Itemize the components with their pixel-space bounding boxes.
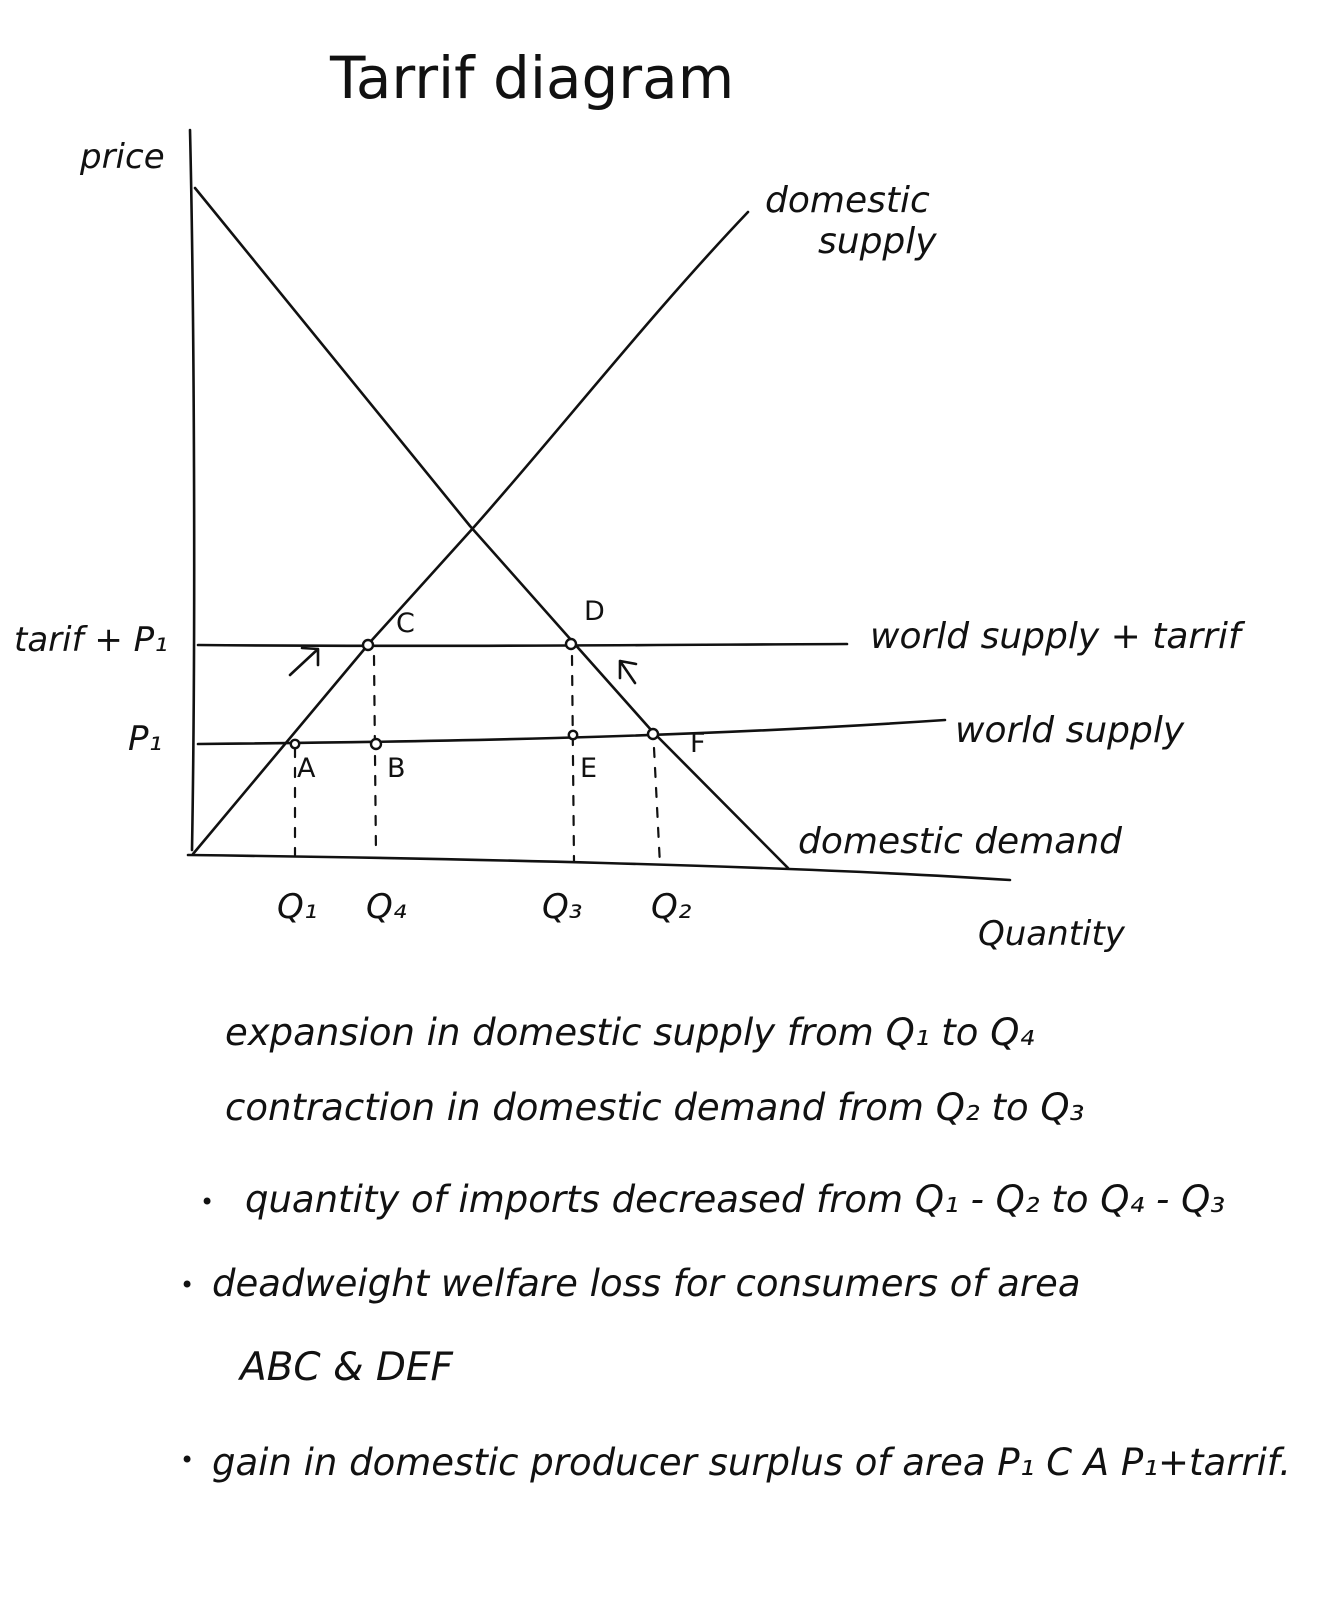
point-label-d: D bbox=[584, 596, 605, 627]
point-c-marker bbox=[363, 640, 373, 650]
bullet-dot-3: • bbox=[180, 1446, 195, 1474]
diagram-title: Tarrif diagram bbox=[330, 44, 735, 112]
point-b-marker bbox=[371, 739, 381, 749]
domestic-demand-label: domestic demand bbox=[798, 821, 1122, 862]
point-f-marker bbox=[648, 729, 658, 739]
tariff-price-label: tarif + P₁ bbox=[14, 620, 168, 660]
quantity-label-q4: Q₄ bbox=[366, 887, 407, 927]
world-price-label: P₁ bbox=[128, 719, 163, 759]
demand-decrease-arrow-icon bbox=[620, 661, 636, 683]
y-axis bbox=[190, 130, 194, 850]
domestic-supply-label-line2: supply bbox=[818, 221, 937, 262]
note-producer-surplus: gain in domestic producer surplus of area P₁ C A P₁+tarrif. bbox=[212, 1441, 1292, 1484]
domestic-demand-curve bbox=[195, 188, 788, 868]
quantity-label-q2: Q₂ bbox=[651, 887, 692, 927]
point-a-marker bbox=[291, 740, 299, 748]
quantity-label-q1: Q₁ bbox=[277, 887, 318, 927]
point-label-c: C bbox=[396, 608, 415, 639]
note-imports-decrease: quantity of imports decreased from Q₁ - Q₂ to Q₄ - Q₃ bbox=[245, 1178, 1226, 1221]
y-axis-label: price bbox=[80, 137, 165, 177]
point-label-e: E bbox=[580, 753, 598, 784]
world-supply-plus-tariff-line bbox=[198, 644, 847, 646]
q4-guide bbox=[374, 656, 376, 855]
bullet-dot-2: • bbox=[180, 1271, 195, 1299]
world-supply-label: world supply bbox=[955, 710, 1185, 751]
x-axis-label: Quantity bbox=[978, 914, 1125, 954]
note-demand-contraction: contraction in domestic demand from Q₂ to Q₃ bbox=[225, 1086, 1085, 1129]
note-supply-expansion: expansion in domestic supply from Q₁ to Q₄ bbox=[225, 1011, 1035, 1054]
q2-guide bbox=[654, 748, 660, 865]
note-deadweight-loss-line1: deadweight welfare loss for consumers of area bbox=[212, 1262, 1081, 1305]
note-deadweight-loss-line2: ABC & DEF bbox=[240, 1345, 453, 1390]
world-supply-tariff-label: world supply + tarrif bbox=[870, 616, 1241, 657]
bullet-dot-1: • bbox=[200, 1188, 215, 1216]
point-label-a: A bbox=[297, 753, 316, 784]
domestic-supply-curve bbox=[193, 212, 748, 854]
point-d-marker bbox=[566, 639, 576, 649]
point-label-f: F bbox=[690, 728, 706, 759]
supply-increase-arrow-icon bbox=[290, 648, 318, 675]
domestic-supply-label-line1: domestic bbox=[765, 180, 930, 221]
quantity-label-q3: Q₃ bbox=[542, 887, 583, 927]
point-e-marker bbox=[569, 731, 577, 739]
q3-guide bbox=[572, 656, 574, 862]
point-label-b: B bbox=[387, 753, 406, 784]
